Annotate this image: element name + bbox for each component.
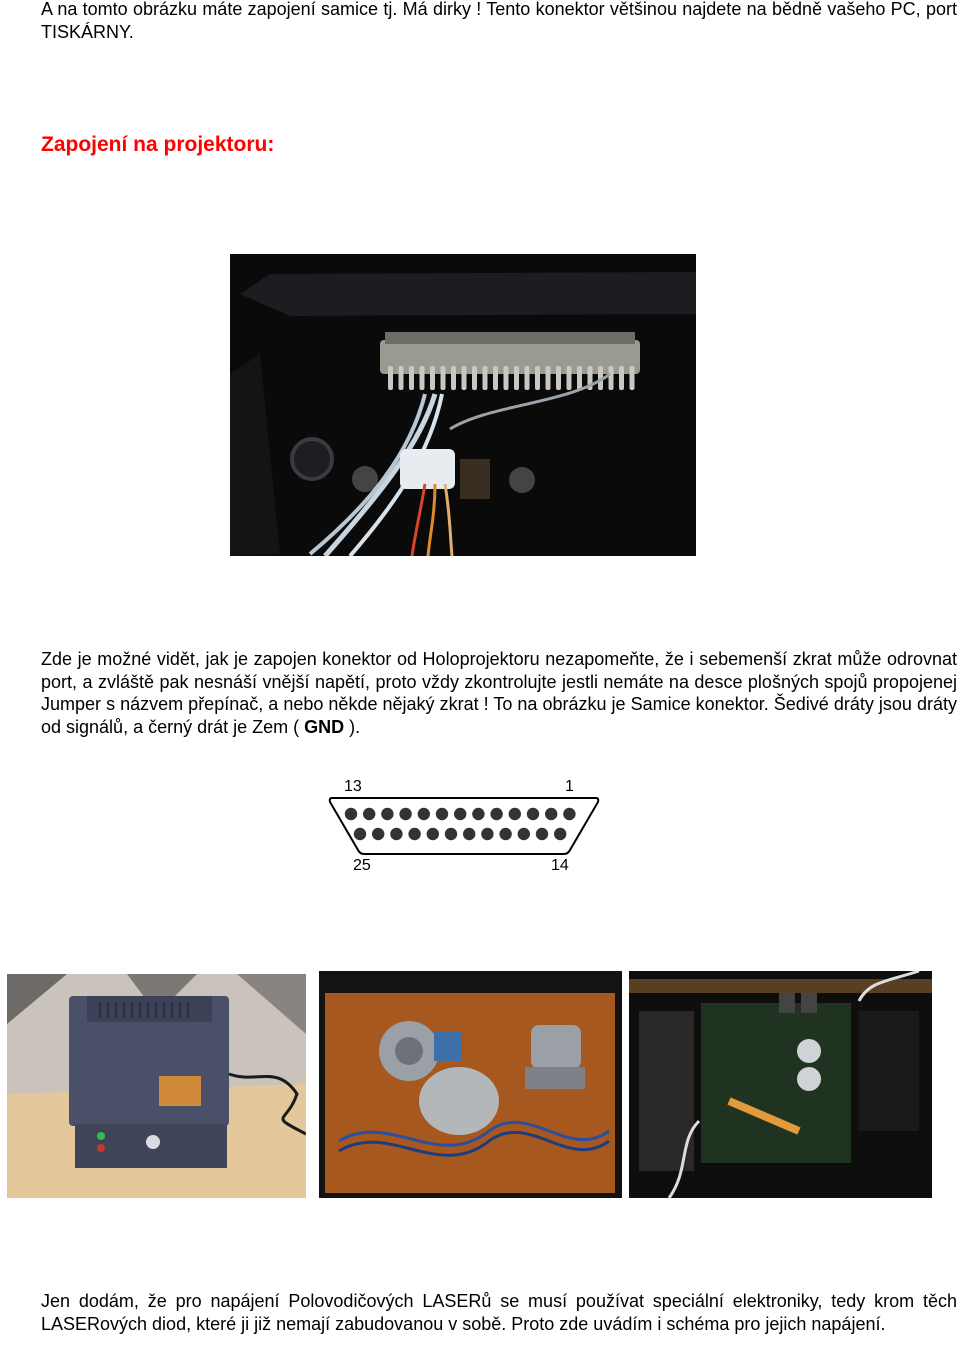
pin — [536, 828, 548, 840]
pin — [554, 828, 566, 840]
pin — [481, 828, 493, 840]
projector-box-photo — [7, 974, 306, 1198]
pin — [563, 808, 575, 820]
connector-wiring-photo — [230, 254, 696, 556]
pin — [418, 808, 430, 820]
pin — [527, 808, 539, 820]
pin — [354, 828, 366, 840]
pin — [445, 828, 457, 840]
board-motors-photo — [319, 971, 622, 1198]
circuit-board-photo — [629, 971, 932, 1198]
db25-pinout-diagram — [320, 772, 610, 876]
pin — [509, 808, 521, 820]
pin — [345, 808, 357, 820]
intro-paragraph: A na tomto obrázku máte zapojení samice tj. Má dirky ! Tento konektor většinou najdete na bědně vašeho PC, port TISKÁRNY. — [41, 0, 957, 42]
pin-label-1: 1 — [565, 778, 574, 795]
description-text-end: ). — [344, 716, 361, 737]
connector-outline — [330, 798, 599, 854]
pin — [381, 808, 393, 820]
pin — [490, 808, 502, 820]
pin-label-14: 14 — [551, 857, 569, 874]
pin — [545, 808, 557, 820]
pin — [499, 828, 511, 840]
section-heading: Zapojení na projektoru: — [41, 133, 275, 156]
pin-label-13: 13 — [344, 778, 362, 795]
pin — [518, 828, 530, 840]
pin — [463, 828, 475, 840]
description-paragraph — [41, 648, 957, 738]
pin — [454, 808, 466, 820]
pin-label-25: 25 — [353, 857, 371, 874]
pin — [390, 828, 402, 840]
pin — [436, 808, 448, 820]
gnd-label: GND — [304, 716, 345, 737]
closing-paragraph: Jen dodám, že pro napájení Polovodičových LASERů se musí používat speciální elektroniky, tedy krom těch LASERových diod, které ji již nemají zabudovanou v sobě. Proto zde uvádím i schéma pro jejich napájení. — [41, 1291, 957, 1334]
pin — [427, 828, 439, 840]
pin — [363, 808, 375, 820]
description-text: Zde je možné vidět, jak je zapojen konektor od Holoprojektoru nezapomeňte, že i sebemenší zkrat může odrovnat port, a zvláště pak nesnáší vnější napětí, proto vždy zkontrolujte jestli nemáte na desce plošných spojů propojenej Jumper s názvem přepínač, a nebo někde nějaký zkrat ! To na obrázku je Samice konektor. Šedivé dráty jsou dráty od signálů, a černý drát je Zem ( — [41, 649, 957, 737]
pin — [372, 828, 384, 840]
pin — [408, 828, 420, 840]
pin — [472, 808, 484, 820]
pin — [399, 808, 411, 820]
